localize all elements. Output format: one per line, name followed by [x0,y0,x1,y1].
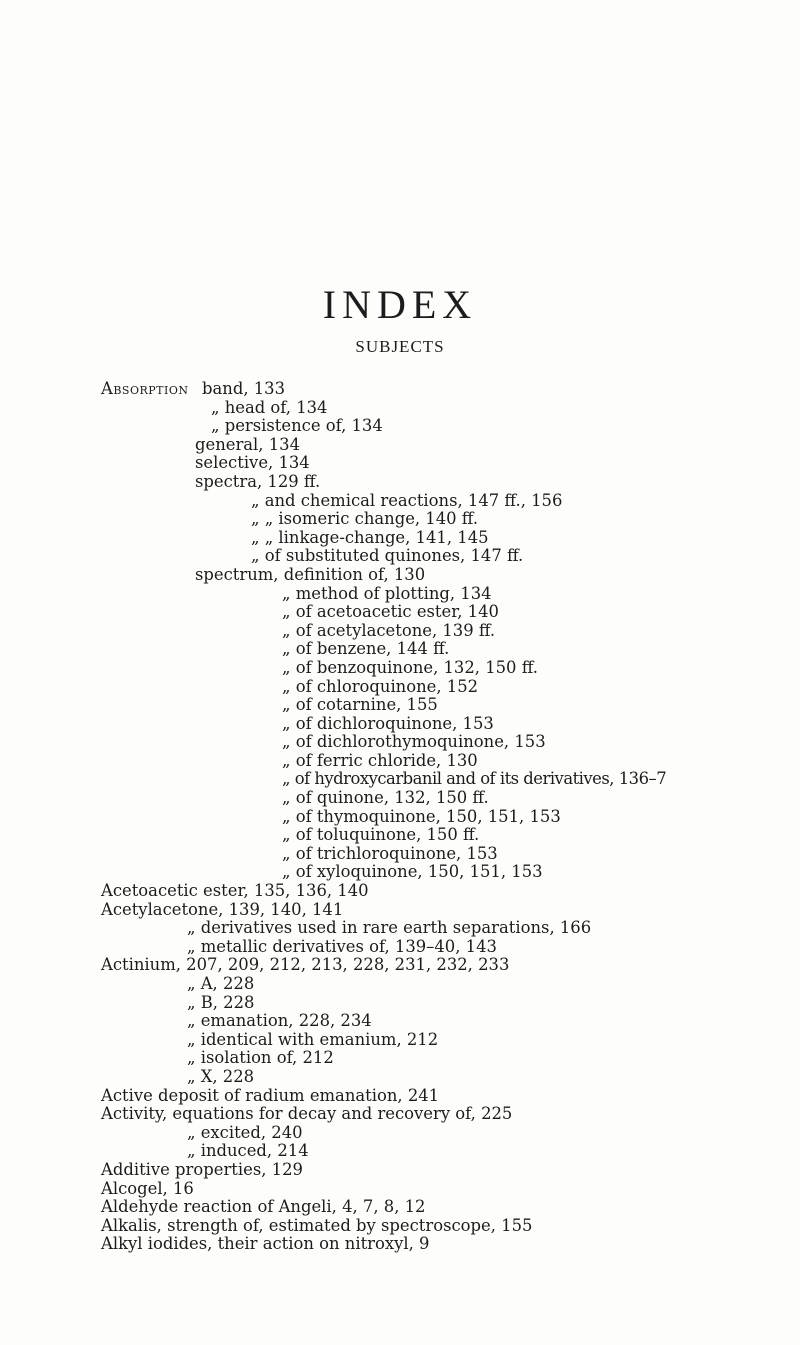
index-entry [101,529,800,548]
entry-text: spectra, 129 ff. [195,471,321,491]
index-entry [101,1198,800,1217]
index-entry [101,1124,800,1143]
entry-text: Alcogel, 16 [101,1178,194,1198]
entry-text: „ of benzoquinone, 132, 150 ff. [282,657,538,677]
index-entry [101,1180,800,1199]
entry-text: „ and chemical reactions, 147 ff., 156 [251,490,563,510]
entry-text: „ of ferric chloride, 130 [282,750,478,770]
entry-text: „ B, 228 [187,992,255,1012]
index-entry [101,715,800,734]
index-entry [101,417,800,436]
index-entry [101,399,800,418]
index-entry [101,473,800,492]
entry-text: selective, 134 [195,453,310,473]
entry-text: Acetylacetone, 139, 140, 141 [101,899,344,919]
entry-text: „ of chloroquinone, 152 [282,676,479,696]
index-entry [101,938,800,957]
index-entry [101,1142,800,1161]
index-entry [101,733,800,752]
index-entry [101,1105,800,1124]
index-entry [101,975,800,994]
entry-text: „ of acetoacetic ester, 140 [282,602,499,622]
entry-text: „ „ isomeric change, 140 ff. [251,509,479,529]
index-entry [101,696,800,715]
index-entry [101,1161,800,1180]
entry-text: spectrum, definition of, 130 [195,564,426,584]
index-entry [101,1049,800,1068]
entry-text: „ of cotarnine, 155 [282,695,438,715]
index-entry [101,1068,800,1087]
index-entry [101,547,800,566]
index-entry [101,1031,800,1050]
index-entry [101,863,800,882]
index-entry [101,659,800,678]
entry-text: „ A, 228 [187,974,255,993]
entry-text: „ emanation, 228, 234 [187,1011,372,1031]
index-entry [101,380,800,399]
entry-text: „ of quinone, 132, 150 ff. [282,788,489,808]
index-entry [101,566,800,585]
index-entries [101,380,800,1254]
entry-text: „ of hydroxycarbanil and of its derivatives, 136–7 [282,769,667,789]
index-entry [101,789,800,808]
index-entry [101,585,800,604]
entry-text: Actinium, 207, 209, 212, 213, 228, 231, 232, 233 [101,955,510,975]
entry-text: „ derivatives used in rare earth separations, 166 [187,918,592,938]
index-entry [101,510,800,529]
entry-text: Activity, equations for decay and recovery of, 225 [101,1104,513,1124]
index-entry [101,752,800,771]
entry-text: „ of xyloquinone, 150, 151, 153 [282,862,543,882]
entry-text: „ of dichlorothymoquinone, 153 [282,732,546,752]
index-entry [101,436,800,455]
index-entry [101,919,800,938]
entry-text: „ „ linkage-change, 141, 145 [251,527,489,547]
entry-text: „ of toluquinone, 150 ff. [282,825,480,845]
entry-text: general, 134 [195,434,301,454]
index-entry [101,492,800,511]
entry-text: Aldehyde reaction of Angeli, 4, 7, 8, 12 [101,1197,426,1217]
index-entry [101,454,800,473]
entry-text: „ of trichloroquinone, 153 [282,843,498,863]
index-entry [101,882,800,901]
entry-text: band, 133 [202,379,286,398]
entry-text: „ X, 228 [187,1066,255,1086]
entry-text: „ isolation of, 212 [187,1048,334,1068]
entry-text: Acetoacetic ester, 135, 136, 140 [101,881,369,901]
entry-text: Alkyl iodides, their action on nitroxyl, 9 [101,1234,430,1254]
index-entry [101,956,800,975]
index-entry [101,1217,800,1236]
entry-lead-word: Absorption [101,379,189,398]
entry-text: Additive properties, 129 [101,1159,303,1179]
section-subtitle: SUBJECTS [355,337,445,356]
entry-text: „ of dichloroquinone, 153 [282,713,494,733]
entry-text: „ excited, 240 [187,1122,303,1142]
index-entry [101,1087,800,1106]
entry-text: „ head of, 134 [211,397,328,417]
index-entry [101,845,800,864]
index-entry [101,826,800,845]
index-entry [101,770,800,789]
page-title: INDEX [322,282,478,327]
index-entry [101,678,800,697]
index-entry [101,603,800,622]
entry-text: „ persistence of, 134 [211,416,383,436]
index-entry [101,1012,800,1031]
entry-text: „ of acetylacetone, 139 ff. [282,620,496,640]
entry-text: „ induced, 214 [187,1141,309,1161]
entry-text: „ of substituted quinones, 147 ff. [251,546,524,566]
index-entry [101,808,800,827]
entry-text: „ metallic derivatives of, 139–40, 143 [187,936,497,956]
entry-text: Alkalis, strength of, estimated by spectroscope, 155 [101,1215,533,1235]
entry-text: „ identical with emanium, 212 [187,1029,439,1049]
entry-text: „ of benzene, 144 ff. [282,639,450,659]
index-entry [101,1235,800,1254]
entry-text: „ method of plotting, 134 [282,583,492,603]
index-entry [101,901,800,920]
index-entry [101,640,800,659]
entry-text: Active deposit of radium emanation, 241 [101,1085,440,1105]
entry-text: „ of thymoquinone, 150, 151, 153 [282,806,561,826]
index-entry [101,994,800,1013]
index-entry [101,622,800,641]
